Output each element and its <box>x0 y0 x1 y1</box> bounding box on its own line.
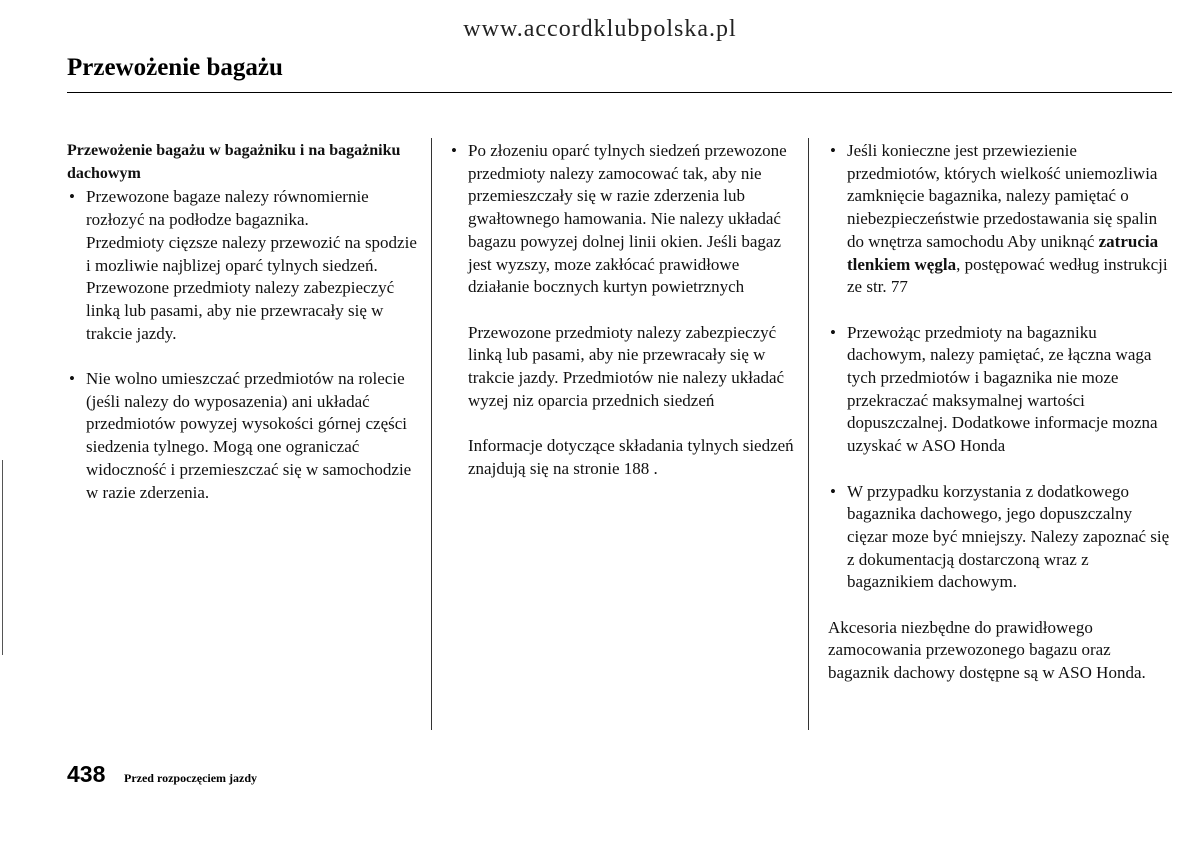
column-2 <box>449 140 794 481</box>
bullet-icon: • <box>69 187 75 207</box>
text-run: Jeśli konieczne jest przewiezienie przedmiotów, których wielkość uniemozliwia zamknięcie bagaznika, nalezy pamiętać o niebezpieczeństwie przedostawania się spalin do wnętrza samochodu Aby uniknąć <box>847 141 1158 251</box>
page-number: 438 <box>67 761 106 787</box>
bullet-item <box>828 140 1173 299</box>
bullet-icon: • <box>69 369 75 389</box>
bullet-item <box>67 186 417 345</box>
text-run: , postępować według instrukcji ze str. 77 <box>847 254 1168 297</box>
paragraph: Przewozone przedmioty nalezy zabezpieczyć linką lub pasami, aby nie przewracały się w trakcie jazdy. <box>86 278 395 343</box>
paragraph: W przypadku korzystania z dodatkowego bagaznika dachowego, jego dopuszczalny cięzar moze być mniejszy. Nalezy zapoznać się z dokumentacją dostarczoną wraz z bagaznikiem dachowym. <box>847 481 1170 592</box>
footer-section-label: Przed rozpoczęciem jazdy <box>124 771 258 785</box>
bullet-icon: • <box>830 481 836 501</box>
bullet-item <box>828 481 1173 595</box>
paragraph-reference: Informacje dotyczące składania tylnych siedzeń znajdują się na stronie 188 . <box>468 436 794 478</box>
bullet-icon: • <box>451 141 457 160</box>
column-1 <box>67 140 417 504</box>
bullet-icon: • <box>830 141 836 160</box>
column-divider-2 <box>808 138 809 730</box>
paragraph: Przewożąc przedmioty na bagazniku dachowym, nalezy pamiętać, ze łączna waga tych przedmiotów i bagaznika nie moze przekraczać maksymalnej wartości dopuszczalnej. Dodatkowe informacje mozna uzyskać w ASO Honda <box>847 322 1158 456</box>
emphasis-text: zatrucia tlenkiem węgla <box>847 231 1159 274</box>
bullet-item <box>67 368 417 504</box>
paragraph: Przewozone bagaze nalezy równomiernie rozłozyć na podłodze bagaznika. <box>86 187 369 230</box>
watermark-url: www.accordklubpolska.pl <box>463 16 737 42</box>
title-divider <box>67 92 1172 93</box>
paragraph: Przedmioty cięzsze nalezy przewozić na spodzie i mozliwie najblizej oparć tylnych siedzeń. <box>86 232 417 275</box>
bullet-item <box>449 140 794 299</box>
scan-edge-line <box>2 460 3 655</box>
paragraph: Akcesoria niezbędne do prawidłowego zamocowania przewozonego bagazu oraz bagaznik dachowy dostępne są w ASO Honda. <box>828 617 1146 683</box>
column-divider-1 <box>431 138 432 730</box>
paragraph: Po złozeniu oparć tylnych siedzeń przewozone przedmioty nalezy zamocować tak, aby nie przemieszczały się w razie zderzenia lub gwałtownego hamowania. Nie nalezy układać bagazu powyzej dolnej linii okien. Jeśli bagaz jest wyzszy, moze zakłócać prawidłowe działanie bocznych kurtyn powietrznych <box>468 141 787 297</box>
section-subheading: Przewożenie bagażu w bagażniku i na bagażniku dachowym <box>67 142 401 182</box>
column-3 <box>828 140 1173 685</box>
paragraph: Nie wolno umieszczać przedmiotów na rolecie (jeśli nalezy do wyposazenia) ani układać przedmiotów powyzej wysokości górnej części siedzenia tylnego. Mogą one ograniczać widoczność i przemieszczać się w samochodzie w razie zderzenia. <box>86 369 412 502</box>
page-title: Przewożenie bagażu <box>67 54 283 81</box>
paragraph: Przewozone przedmioty nalezy zabezpieczyć linką lub pasami, aby nie przewracały się w trakcie jazdy. Przedmiotów nie nalezy układać wyzej niz oparcia przednich siedzeń <box>468 322 785 410</box>
paragraph <box>847 140 1173 299</box>
bullet-icon: • <box>830 322 836 342</box>
bullet-item <box>828 322 1173 458</box>
